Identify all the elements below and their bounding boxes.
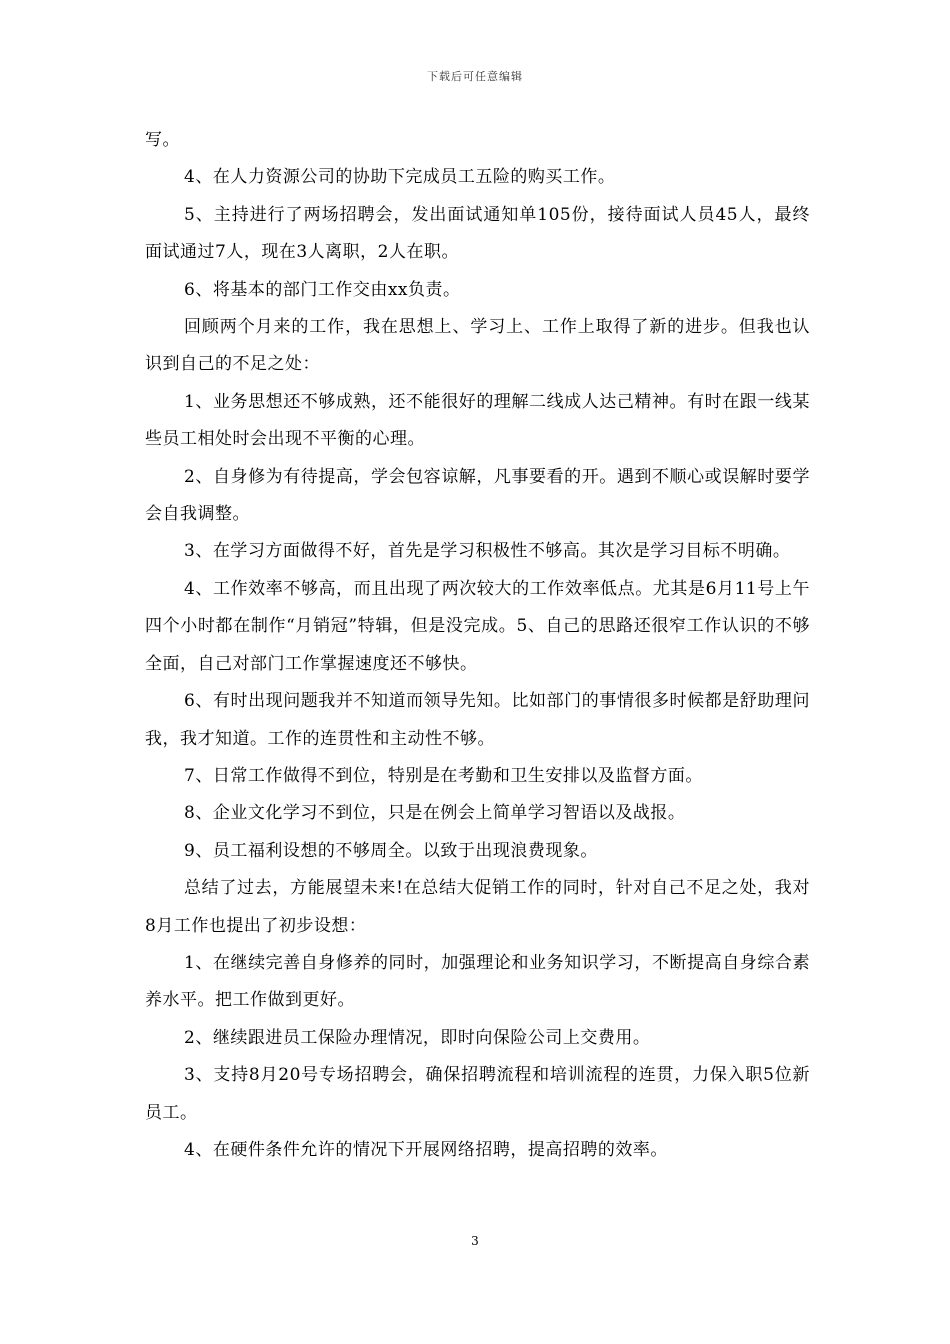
paragraph: 4、在硬件条件允许的情况下开展网络招聘，提高招聘的效率。 <box>184 1139 668 1160</box>
paragraph: 4、工作效率不够高，而且出现了两次较大的工作效率低点。尤其是6月11号上午四个小时都在制作“月销冠”特辑，但是没完成。5、自己的思路还很窄工作认识的不够全面，自己对部门工作掌握速度还不够快。 <box>145 578 810 674</box>
paragraph: 8、企业文化学习不到位，只是在例会上简单学习智语以及战报。 <box>184 803 686 824</box>
paragraph: 2、自身修为有待提高，学会包容谅解，凡事要看的开。遇到不顺心或误解时要学会自我调整。 <box>145 466 810 525</box>
paragraph: 6、将基本的部门工作交由xx负责。 <box>184 279 461 300</box>
paragraph: 1、业务思想还不够成熟，还不能很好的理解二线成人达己精神。有时在跟一线某些员工相处时会出现不平衡的心理。 <box>145 391 810 450</box>
paragraph: 3、支持8月20号专场招聘会，确保招聘流程和培训流程的连贯，力保入职5位新员工。 <box>145 1065 810 1123</box>
paragraph: 总结了过去，方能展望未来!在总结大促销工作的同时，针对自己不足之处，我对8月工作也提出了初步设想： <box>145 878 810 936</box>
paragraph: 9、员工福利设想的不够周全。以致于出现浪费现象。 <box>184 840 598 861</box>
page-header: 下载后可任意编辑 <box>427 70 523 83</box>
document-body <box>145 122 810 1169</box>
paragraph: 4、在人力资源公司的协助下完成员工五险的购买工作。 <box>184 167 616 188</box>
paragraph: 6、有时出现问题我并不知道而领导先知。比如部门的事情很多时候都是舒助理问我，我才知道。工作的连贯性和主动性不够。 <box>145 691 810 749</box>
page-number: 3 <box>471 1234 479 1248</box>
paragraph: 写。 <box>145 130 180 150</box>
paragraph: 回顾两个月来的工作，我在思想上、学习上、工作上取得了新的进步。但我也认识到自己的不足之处： <box>145 317 810 375</box>
paragraph: 3、在学习方面做得不好，首先是学习积极性不够高。其次是学习目标不明确。 <box>184 541 791 562</box>
paragraph: 2、继续跟进员工保险办理情况，即时向保险公司上交费用。 <box>184 1027 651 1048</box>
paragraph: 7、日常工作做得不到位，特别是在考勤和卫生安排以及监督方面。 <box>184 765 703 786</box>
paragraph: 1、在继续完善自身修养的同时，加强理论和业务知识学习，不断提高自身综合素养水平。把工作做到更好。 <box>145 952 810 1011</box>
paragraph: 5、主持进行了两场招聘会，发出面试通知单105份，接待面试人员45人，最终面试通过7人，现在3人离职，2人在职。 <box>145 204 810 263</box>
